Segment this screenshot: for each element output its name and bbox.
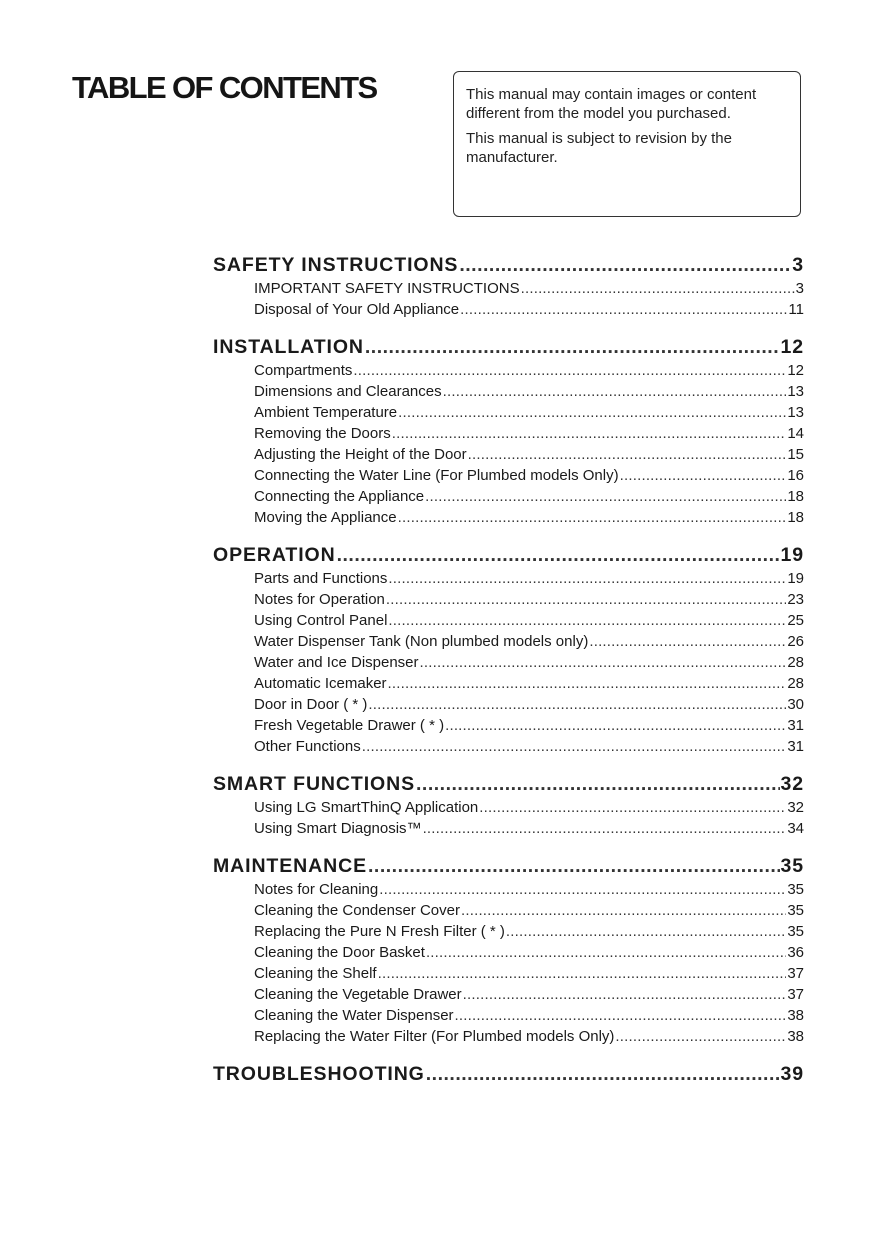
leader-dots [521,278,795,299]
entry-page-number: 38 [787,1007,804,1024]
entry-page-number: 3 [795,280,804,297]
entry-page-number: 28 [787,654,804,671]
section-title: SMART FUNCTIONS [213,773,415,795]
entry-page-number: 38 [787,1028,804,1045]
toc-entry[interactable] [254,797,804,818]
entry-page-number: 31 [787,717,804,734]
section-title: MAINTENANCE [213,855,367,877]
entry-title: Automatic Icemaker [254,675,387,692]
toc-entry[interactable] [254,921,804,942]
toc-section-maintenance [213,853,804,1047]
section-page-number: 35 [780,855,804,877]
toc-entry[interactable] [254,486,804,507]
entry-page-number: 37 [787,986,804,1003]
leader-dots [416,771,780,797]
entry-title: Moving the Appliance [254,509,397,526]
leader-dots [398,507,787,528]
leader-dots [386,589,786,610]
notice-text-revision: This manual is subject to revision by the manufacturer. [466,130,732,166]
entry-page-number: 26 [787,633,804,650]
leader-dots [423,818,787,839]
notice-text-images: This manual may contain images or content different from the model you purchased. [466,86,757,122]
toc-section-smart-functions [213,771,804,839]
entry-page-number: 25 [787,612,804,629]
section-page-number: 12 [780,336,804,358]
leader-dots [445,715,786,736]
entry-title: Cleaning the Shelf [254,965,377,982]
toc-entry[interactable] [254,423,804,444]
entry-title: Connecting the Appliance [254,488,425,505]
leader-dots [379,879,786,900]
entry-page-number: 37 [787,965,804,982]
entry-page-number: 19 [787,570,804,587]
leader-dots [398,402,786,423]
toc-entry[interactable] [254,673,804,694]
section-page-number: 19 [780,544,804,566]
toc-section-heading[interactable] [213,771,804,797]
entry-title: Fresh Vegetable Drawer ( * ) [254,717,445,734]
leader-dots [620,465,787,486]
toc-section-heading[interactable] [213,542,804,568]
leader-dots [425,486,786,507]
entry-title: Parts and Functions [254,570,388,587]
toc-entry[interactable] [254,381,804,402]
entry-title: Compartments [254,362,353,379]
entry-page-number: 14 [787,425,804,442]
toc-entry[interactable] [254,694,804,715]
toc-section-heading[interactable] [213,1061,804,1087]
toc-section-heading[interactable] [213,334,804,360]
entry-page-number: 28 [787,675,804,692]
toc-entry[interactable] [254,1026,804,1047]
leader-dots [388,610,786,631]
toc-section-safety-instructions [213,252,804,320]
entry-title: Adjusting the Height of the Door [254,446,467,463]
entry-page-number: 36 [787,944,804,961]
toc-entry[interactable] [254,444,804,465]
toc-entry[interactable] [254,360,804,381]
section-title: SAFETY INSTRUCTIONS [213,254,459,276]
leader-dots [426,1061,780,1087]
leader-dots [459,252,791,278]
leader-dots [468,444,787,465]
leader-dots [506,921,786,942]
entry-title: Cleaning the Door Basket [254,944,425,961]
leader-dots [461,900,786,921]
entry-page-number: 34 [787,820,804,837]
toc-entry[interactable] [254,652,804,673]
entry-title: Cleaning the Water Dispenser [254,1007,454,1024]
entry-page-number: 11 [788,301,804,318]
entry-page-number: 30 [787,696,804,713]
entry-page-number: 31 [787,738,804,755]
toc-section-heading[interactable] [213,252,804,278]
entry-title: Using Smart Diagnosis™ [254,820,422,837]
toc-entry[interactable] [254,1005,804,1026]
section-page-number: 3 [792,254,804,276]
toc-entry[interactable] [254,879,804,900]
entry-title: Ambient Temperature [254,404,398,421]
toc-entry[interactable] [254,299,804,320]
toc-entry[interactable] [254,465,804,486]
leader-dots [362,736,787,757]
toc-entry[interactable] [254,278,804,299]
leader-dots [460,299,787,320]
entry-page-number: 18 [787,509,804,526]
toc-entry[interactable] [254,942,804,963]
leader-dots [479,797,786,818]
entry-title: Dimensions and Clearances [254,383,442,400]
toc-entry[interactable] [254,589,804,610]
leader-dots [368,853,780,879]
leader-dots [337,542,780,568]
entry-title: Using LG SmartThinQ Application [254,799,479,816]
leader-dots [378,963,787,984]
leader-dots [353,360,786,381]
entry-page-number: 35 [787,902,804,919]
entry-title: IMPORTANT SAFETY INSTRUCTIONS [254,280,520,297]
leader-dots [455,1005,787,1026]
entry-title: Cleaning the Vegetable Drawer [254,986,462,1003]
section-page-number: 32 [780,773,804,795]
entry-title: Other Functions [254,738,361,755]
toc-entry[interactable] [254,736,804,757]
leader-dots [463,984,787,1005]
toc-entry[interactable] [254,610,804,631]
entry-page-number: 35 [787,923,804,940]
entry-title: Connecting the Water Line (For Plumbed models Only) [254,467,619,484]
entry-page-number: 13 [787,404,804,421]
entry-page-number: 15 [787,446,804,463]
revision-notice-box [453,71,801,217]
entry-title: Replacing the Water Filter (For Plumbed models Only) [254,1028,615,1045]
entry-title: Cleaning the Condenser Cover [254,902,460,919]
entry-page-number: 35 [787,881,804,898]
page-title: TABLE OF CONTENTS [72,70,377,105]
entry-title: Replacing the Pure N Fresh Filter ( * ) [254,923,505,940]
toc-section-heading[interactable] [213,853,804,879]
leader-dots [426,942,786,963]
entry-title: Water Dispenser Tank (Non plumbed models only) [254,633,589,650]
leader-dots [388,568,786,589]
leader-dots [365,334,780,360]
section-title: OPERATION [213,544,336,566]
leader-dots [420,652,787,673]
leader-dots [589,631,786,652]
toc-entry[interactable] [254,507,804,528]
leader-dots [388,673,787,694]
entry-page-number: 16 [787,467,804,484]
toc-entry[interactable] [254,963,804,984]
entry-title: Notes for Operation [254,591,385,608]
entry-title: Water and Ice Dispenser [254,654,419,671]
entry-page-number: 13 [787,383,804,400]
toc-entry[interactable] [254,818,804,839]
entry-page-number: 32 [787,799,804,816]
leader-dots [392,423,787,444]
toc-entry[interactable] [254,402,804,423]
toc-entry[interactable] [254,984,804,1005]
entry-title: Door in Door ( * ) [254,696,368,713]
toc-entry[interactable] [254,568,804,589]
entry-title: Removing the Doors [254,425,391,442]
section-page-number: 39 [780,1063,804,1085]
entry-title: Disposal of Your Old Appliance [254,301,460,318]
toc-entry[interactable] [254,900,804,921]
toc-section-operation [213,542,804,757]
entry-page-number: 12 [787,362,804,379]
table-of-contents [213,252,804,1101]
entry-title: Using Control Panel [254,612,388,629]
toc-entry[interactable] [254,631,804,652]
leader-dots [443,381,787,402]
section-title: TROUBLESHOOTING [213,1063,425,1085]
toc-entry[interactable] [254,715,804,736]
section-title: INSTALLATION [213,336,364,358]
leader-dots [615,1026,786,1047]
toc-section-installation [213,334,804,528]
entry-title: Notes for Cleaning [254,881,379,898]
toc-section-troubleshooting [213,1061,804,1087]
entry-page-number: 18 [787,488,804,505]
leader-dots [368,694,786,715]
entry-page-number: 23 [787,591,804,608]
